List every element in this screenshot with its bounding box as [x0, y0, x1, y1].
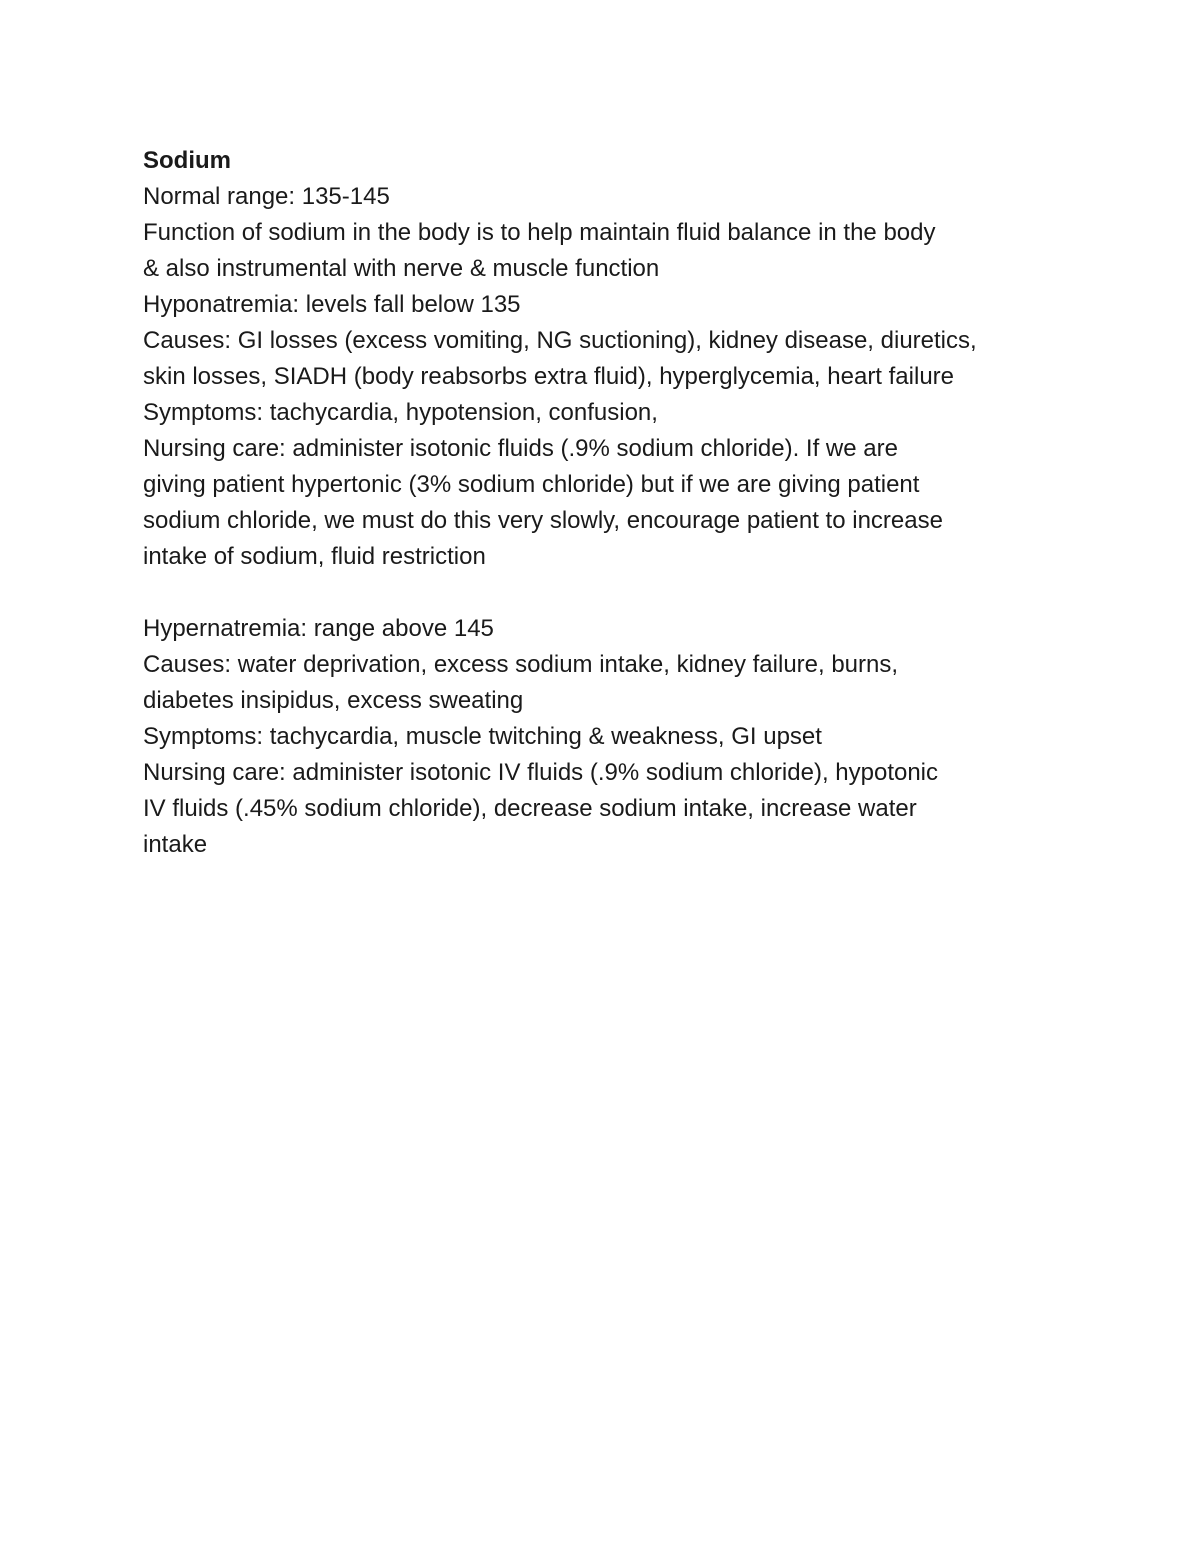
- paragraph-gap: [143, 575, 1063, 611]
- text-line: Nursing care: administer isotonic IV fluids (.9% sodium chloride), hypotonic: [143, 759, 939, 786]
- text-line: skin losses, SIADH (body reabsorbs extra fluid), hyperglycemia, heart failure: [143, 363, 955, 390]
- document-body: [143, 143, 1063, 863]
- text-line: giving patient hypertonic (3% sodium chloride) but if we are giving patient: [143, 471, 920, 498]
- text-line: Causes: GI losses (excess vomiting, NG suctioning), kidney disease, diuretics,: [143, 327, 977, 354]
- text-line: intake: [143, 831, 208, 858]
- text-line: sodium chloride, we must do this very slowly, encourage patient to increase: [143, 507, 943, 534]
- text-line: Function of sodium in the body is to help maintain fluid balance in the body: [143, 219, 936, 246]
- text-line: Hypernatremia: range above 145: [143, 615, 494, 642]
- text-line: Normal range: 135-145: [143, 183, 390, 210]
- text-line: Hyponatremia: levels fall below 135: [143, 291, 521, 318]
- document-title: Sodium: [143, 147, 231, 174]
- text-line: intake of sodium, fluid restriction: [143, 543, 486, 570]
- text-line: Symptoms: tachycardia, muscle twitching & weakness, GI upset: [143, 723, 822, 750]
- text-line: Symptoms: tachycardia, hypotension, confusion,: [143, 399, 658, 426]
- text-line: IV fluids (.45% sodium chloride), decrease sodium intake, increase water: [143, 795, 917, 822]
- text-line: & also instrumental with nerve & muscle function: [143, 255, 660, 282]
- text-line: diabetes insipidus, excess sweating: [143, 687, 524, 714]
- text-line: Causes: water deprivation, excess sodium intake, kidney failure, burns,: [143, 651, 899, 678]
- text-line: Nursing care: administer isotonic fluids (.9% sodium chloride). If we are: [143, 435, 898, 462]
